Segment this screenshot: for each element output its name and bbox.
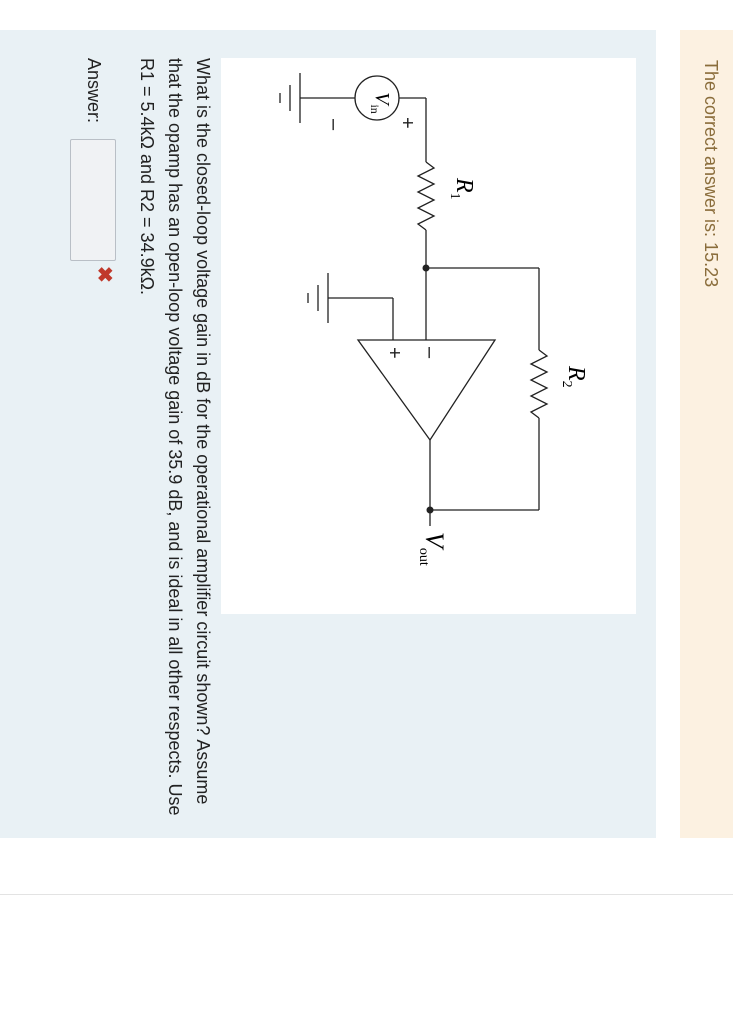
r1-label: $R_1$	[447, 178, 477, 200]
answer-input[interactable]	[70, 139, 116, 261]
input-minus-sign: –	[323, 119, 345, 131]
opamp-plus-sign: +	[383, 347, 405, 359]
feedback-panel	[680, 30, 733, 838]
circuit-diagram	[221, 58, 636, 614]
input-voltage-label: $V_{in}$	[368, 92, 393, 114]
answer-row	[66, 58, 116, 458]
section-divider	[0, 894, 733, 895]
incorrect-cross-icon: ✖	[93, 266, 115, 283]
output-voltage-label: $V_{out}$	[415, 532, 449, 566]
question-text: What is the closed-loop voltage gain in dB for the operational amplifier circuit shown? Assume that the opamp has an open-loop voltage gain of 35.9 dB, and is ideal in all other respects. Use R1 = 5.4kΩ and R2 = 34.9kΩ.	[137, 58, 213, 816]
circuit-figure	[221, 58, 636, 614]
r2-label: $R_2$	[559, 366, 589, 388]
input-plus-sign: +	[396, 117, 418, 129]
opamp-minus-sign: –	[419, 347, 441, 359]
question-card	[0, 30, 656, 838]
answer-label: Answer:	[84, 58, 104, 124]
correct-answer-text: The correct answer is: 15.23	[701, 60, 721, 288]
